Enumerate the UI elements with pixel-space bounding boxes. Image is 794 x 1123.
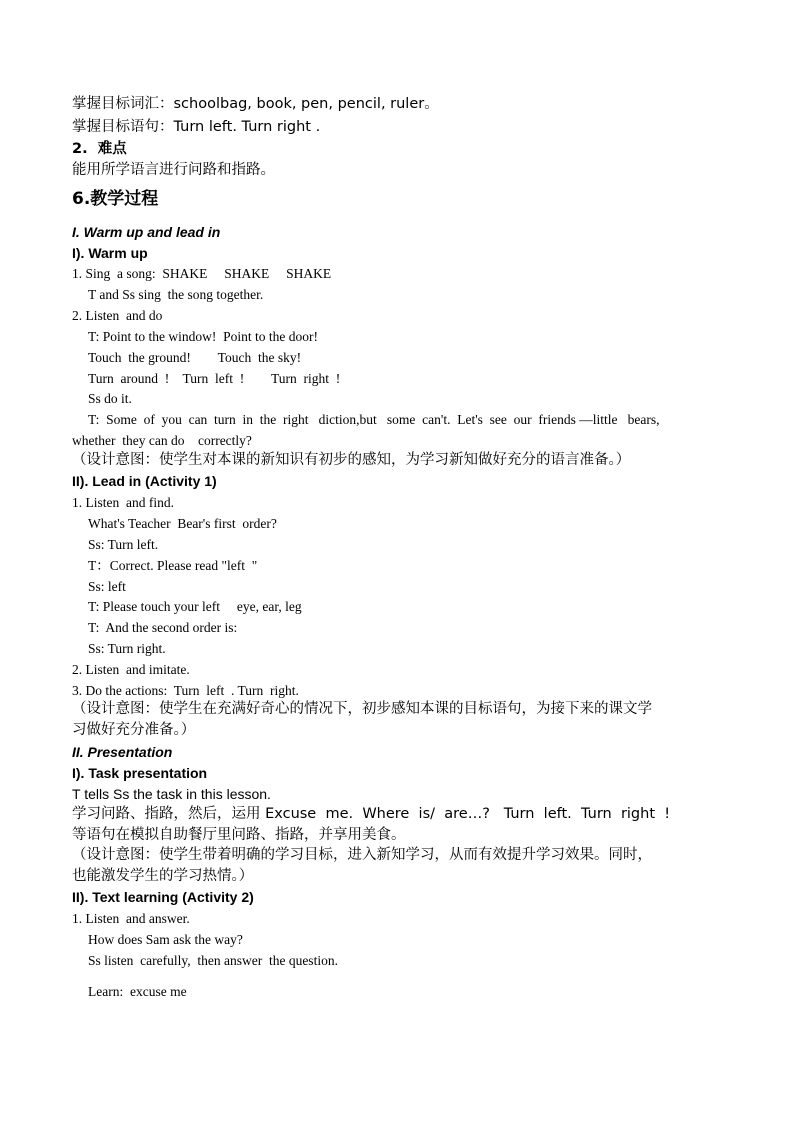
step-text: T: Please touch your left eye, ear, leg: [88, 599, 302, 614]
design-intent-note: （设计意图：使学生带着明确的学习目标，进入新知学习，从而有效提升学习效果。同时，: [72, 847, 652, 863]
difficulty-heading: 2. 难点: [72, 141, 127, 157]
difficulty-text: 能用所学语言进行问路和指路。: [72, 162, 275, 178]
subsection-warm-up: I). Warm up: [72, 245, 148, 261]
step-text: whether they can do correctly?: [72, 433, 252, 448]
design-intent-note: 也能激发学生的学习热情。）: [72, 868, 254, 884]
design-intent-note: 习做好充分准备。）: [72, 722, 196, 738]
step-text: T：Correct. Please read "left ": [88, 558, 258, 573]
step-text: Learn: excuse me: [88, 984, 187, 999]
step-text: Turn around ! Turn left ! Turn right !: [88, 371, 341, 386]
task-text: 学习问路、指路，然后，运用 Excuse me. Where is/ are…? Turn left. Turn right !: [72, 806, 671, 822]
section-warm-up-lead-in: I. Warm up and lead in: [72, 224, 221, 240]
step-text: Ss: Turn left.: [88, 537, 159, 552]
step-text: What's Teacher Bear's first order?: [88, 516, 277, 531]
design-intent-note: （设计意图：使学生对本课的新知识有初步的感知，为学习新知做好充分的语言准备。）: [72, 452, 631, 468]
step-text: Ss: Turn right.: [88, 641, 166, 656]
step-listen-answer: 1. Listen and answer.: [72, 911, 190, 926]
step-text: Touch the ground! Touch the sky!: [88, 350, 302, 365]
design-intent-note: （设计意图：使学生在充满好奇心的情况下，初步感知本课的目标语句，为接下来的课文学: [72, 701, 652, 717]
task-text: 等语句在模拟自助餐厅里问路、指路，并享用美食。: [72, 827, 406, 843]
step-text: Ss listen carefully, then answer the question.: [88, 953, 338, 968]
target-sentence-line: 掌握目标语句：Turn left. Turn right .: [72, 119, 321, 135]
step-listen-find: 1. Listen and find.: [72, 495, 174, 510]
step-listen-do: 2. Listen and do: [72, 308, 163, 323]
subsection-text-learning: II). Text learning (Activity 2): [72, 889, 254, 905]
step-text: Ss: left: [88, 579, 126, 594]
step-text: T: Some of you can turn in the right diction,but some can't. Let's see our friends —little bears,: [88, 412, 660, 427]
step-sing-song: 1. Sing a song: SHAKE SHAKE SHAKE: [72, 266, 332, 281]
step-text: T and Ss sing the song together.: [88, 287, 264, 302]
step-text: How does Sam ask the way?: [88, 932, 243, 947]
step-do-actions: 3. Do the actions: Turn left . Turn right.: [72, 683, 299, 698]
step-text: T: Point to the window! Point to the door!: [88, 329, 318, 344]
step-text: T: And the second order is:: [88, 620, 238, 635]
teaching-process-heading: 6.教学过程: [72, 189, 159, 209]
subsection-lead-in: II). Lead in (Activity 1): [72, 473, 217, 489]
subsection-task-presentation: I). Task presentation: [72, 765, 208, 781]
step-listen-imitate: 2. Listen and imitate.: [72, 662, 190, 677]
section-presentation: II. Presentation: [72, 744, 173, 760]
step-text: Ss do it.: [88, 391, 132, 406]
target-vocabulary-line: 掌握目标词汇：schoolbag, book, pen, pencil, ruler。: [72, 96, 439, 112]
task-text: T tells Ss the task in this lesson.: [72, 786, 271, 802]
